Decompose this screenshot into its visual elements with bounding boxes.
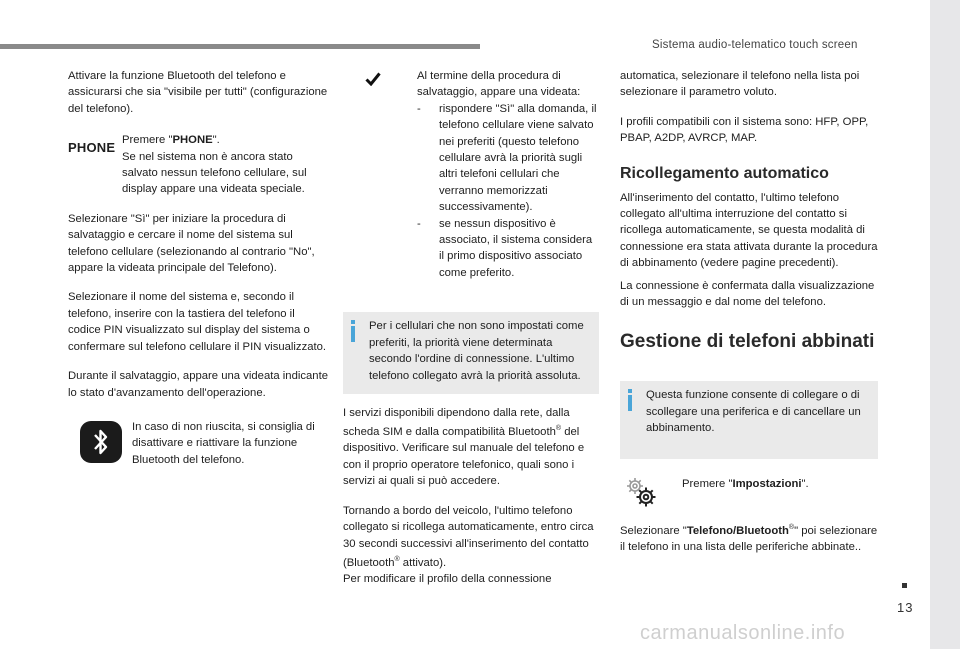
paragraph: Per modificare il profilo della connessione <box>343 573 552 586</box>
info-note <box>343 312 599 394</box>
section-heading: Ricollegamento automatico <box>620 164 829 182</box>
paragraph: La connessione è confermata dalla visualizzazione di un messaggio e dal nome del telefono. <box>620 279 875 309</box>
settings-bold: Impostazioni <box>732 477 802 490</box>
info-icon <box>628 389 632 393</box>
info-icon-bar <box>351 326 355 342</box>
section-heading: Gestione di telefoni abbinati <box>620 331 875 353</box>
paragraph: Selezionare "Sì" per iniziare la procedura di salvataggio e cercare il nome del sistema sul telefono cellulare (selezionando al contrario "No", appare la videata principale del Telefono). <box>68 212 315 275</box>
settings-gear-icon <box>620 475 682 514</box>
bluetooth-icon <box>80 421 122 463</box>
text: I servizi disponibili dipendono dalla rete, dalla scheda SIM e dalla compatibilità Bluetooth <box>343 406 570 439</box>
bluetooth-tip <box>68 419 330 468</box>
paragraph: automatica, selezionare il telefono nella lista poi selezionare il parametro voluto. <box>620 70 860 99</box>
settings-instruction <box>620 475 878 514</box>
column-2 <box>343 68 599 588</box>
info-note <box>620 381 878 458</box>
note-text: Questa funzione consente di collegare o di scollegare una periferica e di cancellare un abbinamento. <box>646 389 861 435</box>
column-1 <box>68 68 330 468</box>
settings-text <box>682 475 878 492</box>
check-content <box>417 68 599 281</box>
phone-bold: PHONE <box>172 134 213 147</box>
text: Selezionare " <box>620 524 687 537</box>
side-strip <box>930 0 960 649</box>
info-icon <box>351 320 355 324</box>
note-text: Per i cellulari che non sono impostati come preferiti, la priorità viene determinata secondo l'ordine di connessione. L'ultimo telefono collegato avrà la priorità assoluta. <box>369 320 584 382</box>
paragraph: Durante il salvataggio, appare una videata indicante lo stato d'avanzamento dell'operazione. <box>68 370 329 399</box>
bluetooth-tip-text: In caso di non riuscita, si consiglia di disattivare e riattivare la funzione Bluetooth del telefono. <box>132 420 315 466</box>
phone-desc: Se nel sistema non è ancora stato salvato nessun telefono cellulare, sul display appare una videata speciale. <box>122 150 307 196</box>
select-bold: Telefono/Bluetooth <box>686 524 789 537</box>
registered-mark: ® <box>394 555 400 563</box>
registered-mark: ® <box>788 524 795 532</box>
check-block <box>343 68 599 281</box>
page-number: 13 <box>897 600 914 615</box>
info-icon-bar <box>628 395 632 411</box>
paragraph <box>343 503 599 571</box>
text: ". <box>212 134 220 147</box>
column-3 <box>620 68 878 556</box>
registered-mark: ® <box>555 425 562 433</box>
text: Tornando a bordo del veicolo, l'ultimo telefono collegato si ricollega automaticamente, entro circa 30 secondi successivi all'inserimento del contatto (Bluetooth <box>343 504 594 569</box>
paragraph: I profili compatibili con il sistema sono: HFP, OPP, PBAP, A2DP, AVRCP, MAP. <box>620 115 869 145</box>
text: attivato). <box>399 556 447 569</box>
page-header-title: Sistema audio-telematico touch screen <box>652 39 858 51</box>
paragraph <box>620 520 878 556</box>
list-item <box>417 101 599 216</box>
list-item <box>417 216 599 282</box>
page-marker <box>902 583 907 588</box>
text: ". <box>801 477 809 490</box>
paragraph: All'inserimento del contatto, l'ultimo telefono collegato all'ultima interruzione del contatto si ricollega automaticamente, se questa modalità di connessione era stata attivata durante la procedura di abbinamento (vedere pagine precedenti). <box>620 191 878 270</box>
bullet-dash: - <box>417 102 421 115</box>
phone-button-icon: PHONE <box>68 140 116 156</box>
paragraph: Selezionare il nome del sistema e, secondo il telefono, inserire con la tastiera del telefono il codice PIN visualizzato sul display del sistema o confermare sul telefono cellulare il PIN visualizzato. <box>68 291 327 353</box>
text: " poi selezionare il telefono in una lista delle periferiche abbinate.. <box>620 524 878 554</box>
paragraph <box>343 405 599 490</box>
bullet-dash: - <box>417 217 421 230</box>
text: Premere " <box>682 477 733 490</box>
text: Premere " <box>122 134 173 147</box>
text: del dispositivo. Verificare sul manuale del telefono e con il proprio operatore telefonico, quali sono i servizi ai quali si può accedere. <box>343 426 585 488</box>
watermark: carmanualsonline.info <box>640 622 846 644</box>
phone-instruction <box>68 132 330 198</box>
list-item-text: rispondere "Sì" alla domanda, il telefono cellulare viene salvato nei preferiti (questo telefono cellulare avrà la priorità sugli altri telefoni cellulari che verranno memorizzati successivamente). <box>439 102 597 214</box>
list-item-text: se nessun dispositivo è associato, il sistema considera il primo dispositivo associato come preferito. <box>439 217 593 279</box>
check-intro: Al termine della procedura di salvataggio, appare una videata: <box>417 70 581 99</box>
phone-instruction-text <box>122 132 330 198</box>
paragraph: Attivare la funzione Bluetooth del telefono e assicurarsi che sia "visibile per tutti" (configurazione del telefono). <box>68 70 328 115</box>
checkmark-icon <box>343 68 417 90</box>
header-rule <box>0 44 480 49</box>
